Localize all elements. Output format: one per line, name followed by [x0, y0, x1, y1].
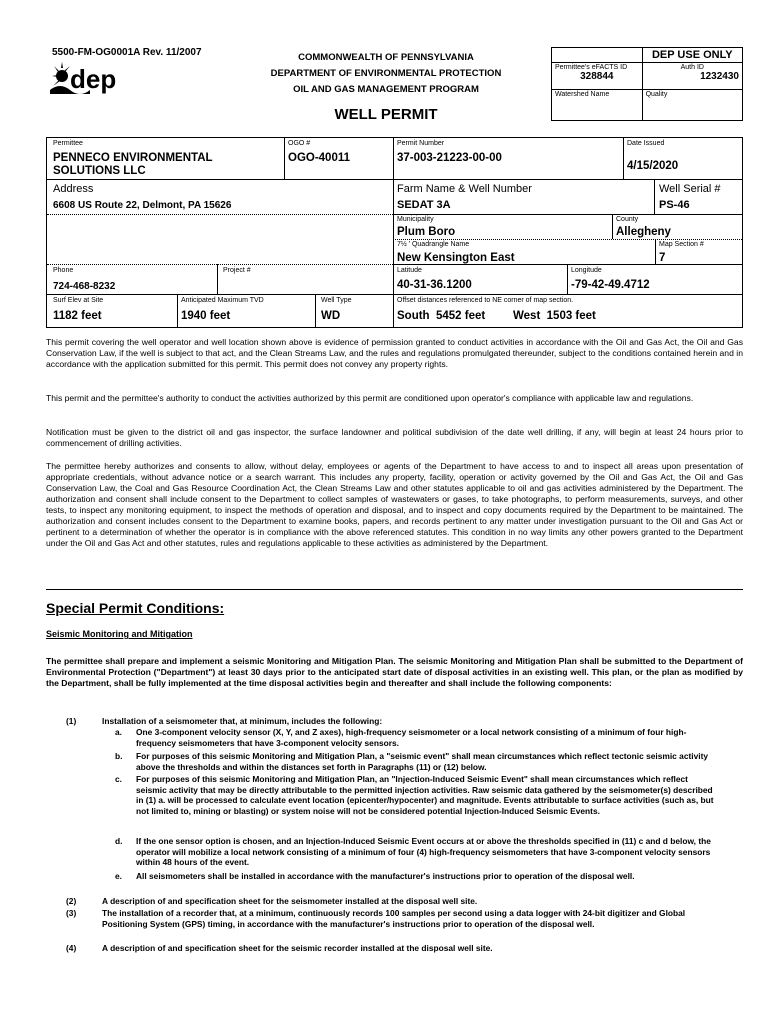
permittee-value [53, 152, 213, 178]
longitude-value: -79-42-49.4712 [571, 279, 650, 291]
elevation-label: Surf Elev at Site [53, 297, 104, 304]
longitude-label: Longitude [571, 267, 602, 274]
paragraph-notification: Notification must be given to the district oil and gas inspector, the surface landowner and political subdivision of the date well drilling, if any, will begin at least 24 hours prior to commencement of drilling activities. [46, 427, 743, 448]
item-4-text: A description of and specification sheet for the seismic recorder installed at the disposal well site. [102, 943, 493, 953]
seismic-subheading: Seismic Monitoring and Mitigation [46, 629, 193, 639]
ogo-label: OGO # [288, 140, 311, 147]
auth-label: Auth ID [680, 64, 704, 71]
item-e-number: e. [115, 871, 122, 881]
item-3-text: The installation of a recorder that, at a minimum, continuously records 100 samples per second using a data logger with 24-bit digitizer and Global Positioning System (GPS) timing, in accordance with the manufacturer's instructions prior to operation of the disposal well. [102, 908, 686, 929]
paragraph-access-consent: The permittee hereby authorizes and consents to allow, without delay, employees or agents of the Department to have access to and to inspect all areas upon presentation of appropriate credentials, without advance notice or a search warrant. This includes any property, facility, operation or activity governed by the Oil and Gas Act, the Oil and Gas Conservation Law, the Coal and Gas Resource Coordination Act, the Clean Streams Law and other statutes applicable to oil and gas activities administered by the Department. The authorization and consent shall include consent to the Department to collect samples of wastewaters or gases, to take photographs, to perform measurements, surveys, and other tests, to inspect any monitoring equipment, to inspect the methods of operation and disposal, and to inspect and copy documents required by the Department to be maintained. The authorization and consent includes consent to the Department to examine books, papers, and records pertinent to any matter under investigation pursuant to the Oil and Gas Act or pertinent to a determination of whether the operator is in compliance with the above referenced statutes. This condition in no way limits any other powers granted to the Department under the Oil and Gas Act and other statutes, rules and regulations applicable to these activities as administered by the Department. [46, 461, 743, 548]
permittee-label: Permittee [53, 140, 83, 147]
logo-wordmark: dep [70, 64, 117, 94]
quadrangle-label: 7½ ' Quadrangle Name [397, 241, 470, 248]
paragraph-permission: This permit covering the well operator and well location shown above is evidence of permission granted to conduct activities in accordance with the Oil and Gas Act, the Oil and Gas Conservation Law, if the well is subject to that act, and the Clean Streams Law, and the rules and regulations promulgated thereunder, subject to the conditions contained herein and in accordance with the application submitted for this permit. This permit does not convey any property rights. [46, 337, 743, 369]
form-number: 5500-FM-OG0001A Rev. 11/2007 [52, 47, 202, 58]
quadrangle-value: New Kensington East [397, 252, 515, 264]
offset-south: South 5452 feet [397, 310, 486, 322]
serial-value: PS-46 [659, 199, 690, 211]
conditions-intro: The permittee shall prepare and implement a seismic Monitoring and Mitigation Plan. The seismic Monitoring and Mitigation Plan shall be submitted to the Department of Environmental Protection ("Department") at least 30 days prior to the anticipated start date of disposal activities in an existing well. This plan, or the plan as modified by the Department, shall be fully implemented at the time disposal activities begin and thereafter and shall include the following components: [46, 656, 743, 688]
special-conditions-heading: Special Permit Conditions: [46, 600, 225, 616]
municipality-label: Municipality [397, 216, 434, 223]
county-label: County [616, 216, 639, 223]
item-4-number: (4) [66, 943, 77, 953]
well-type-label: Well Type [321, 297, 352, 304]
well-type-value: WD [321, 310, 341, 322]
date-issued-value: 4/15/2020 [627, 160, 679, 172]
permit-number-value: 37-003-21223-00-00 [397, 152, 502, 164]
item-c-text: For purposes of this seismic Monitoring and Mitigation Plan, an "Injection-Induced Seismic Event" shall mean circumstances which reflect seismic activity that may be directly attributable to the permitted injection activities. Raw seismic data gathered by the seismometer(s) described in (1) a. will be processed to calculate event location (epicenter/hypocenter) and magnitude. Events attributable to surface activities (such as, but not limited to, mining or blasting) or system noise will not be considered potential Injection-Induced Seismic Events. [136, 774, 714, 816]
efacts-label: Permittee's eFACTS ID [555, 64, 628, 71]
phone-label: Phone [53, 267, 74, 274]
efacts-value: 328844 [580, 71, 614, 82]
offset-west: West 1503 feet [513, 310, 596, 322]
agency-block [232, 50, 540, 98]
farm-value: SEDAT 3A [397, 199, 451, 211]
item-2-number: (2) [66, 896, 77, 906]
item-1-number: (1) [66, 716, 77, 726]
item-a-number: a. [115, 727, 122, 737]
dep-use-only-box [551, 47, 743, 121]
project-label: Project # [223, 267, 251, 274]
permittee-line-2: SOLUTIONS LLC [53, 165, 146, 177]
permit-info-grid [46, 137, 743, 328]
item-e-text: All seismometers shall be installed in accordance with the manufacturer's instructions prior to operation of the disposal well. [136, 871, 635, 881]
agency-line-3: OIL AND GAS MANAGEMENT PROGRAM [293, 84, 479, 95]
paragraph-authority: This permit and the permittee's authority to conduct the activities authorized by this permit are conditioned upon operator's compliance with applicable law and regulations. [46, 393, 694, 403]
item-a-text: One 3-component velocity sensor (X, Y, and Z axes), high-frequency seismometer or a local network consisting of a minimum of four high-frequency seismometers that have 3-component velocity sensors. [136, 727, 687, 748]
dep-logo [50, 60, 136, 96]
auth-value: 1232430 [700, 71, 739, 82]
quality-label: Quality [642, 90, 742, 121]
item-1-text: Installation of a seismometer that, at minimum, includes the following: [102, 716, 383, 726]
page-title: WELL PERMIT [334, 106, 438, 123]
item-b-number: b. [115, 751, 123, 761]
item-c-number: c. [115, 774, 122, 784]
item-d-text: If the one sensor option is chosen, and an Injection-Induced Seismic Event occurs at or above the thresholds specified in (11) c and d below, the operator will mobilize a local network consisting of a minimum of four (4) high-frequency seismometers that have 3-component velocity sensors within 48 hours of the event. [136, 836, 711, 867]
item-2-text: A description of and specification sheet for the seismometer installed at the disposal well site. [102, 896, 478, 906]
address-value: 6608 US Route 22, Delmont, PA 15626 [53, 200, 232, 211]
agency-line-1: COMMONWEALTH OF PENNSYLVANIA [298, 52, 474, 63]
latitude-label: Latitude [397, 267, 422, 274]
map-section-label: Map Section # [659, 241, 704, 248]
elevation-value: 1182 feet [53, 310, 102, 322]
municipality-value: Plum Boro [397, 226, 456, 238]
offset-label: Offset distances referenced to NE corner of map section. [397, 297, 574, 304]
permittee-line-1: PENNECO ENVIRONMENTAL [53, 152, 213, 164]
permit-number-label: Permit Number [397, 140, 445, 147]
agency-line-2: DEPARTMENT OF ENVIRONMENTAL PROTECTION [270, 68, 502, 79]
latitude-value: 40-31-36.1200 [397, 279, 472, 291]
watershed-label: Watershed Name [552, 90, 643, 121]
tvd-label: Anticipated Maximum TVD [181, 297, 264, 304]
date-issued-label: Date Issued [627, 140, 665, 147]
farm-label: Farm Name & Well Number [397, 183, 532, 195]
address-label: Address [53, 183, 94, 195]
ogo-value: OGO-40011 [288, 152, 351, 164]
item-d-number: d. [115, 836, 123, 846]
item-b-text: For purposes of this seismic Monitoring and Mitigation Plan, a "seismic event" shall mean circumstances which reflect tectonic seismic activity above the thresholds and within the distances set forth in Paragraphs (11) or (12) below. [136, 751, 709, 772]
county-value: Allegheny [616, 226, 671, 238]
phone-value: 724-468-8232 [53, 281, 116, 292]
dep-use-heading: DEP USE ONLY [642, 48, 742, 63]
serial-label: Well Serial # [659, 183, 721, 195]
map-section-value: 7 [659, 252, 666, 264]
divider [46, 589, 743, 590]
tvd-value: 1940 feet [181, 310, 231, 322]
item-3-number: (3) [66, 908, 77, 918]
